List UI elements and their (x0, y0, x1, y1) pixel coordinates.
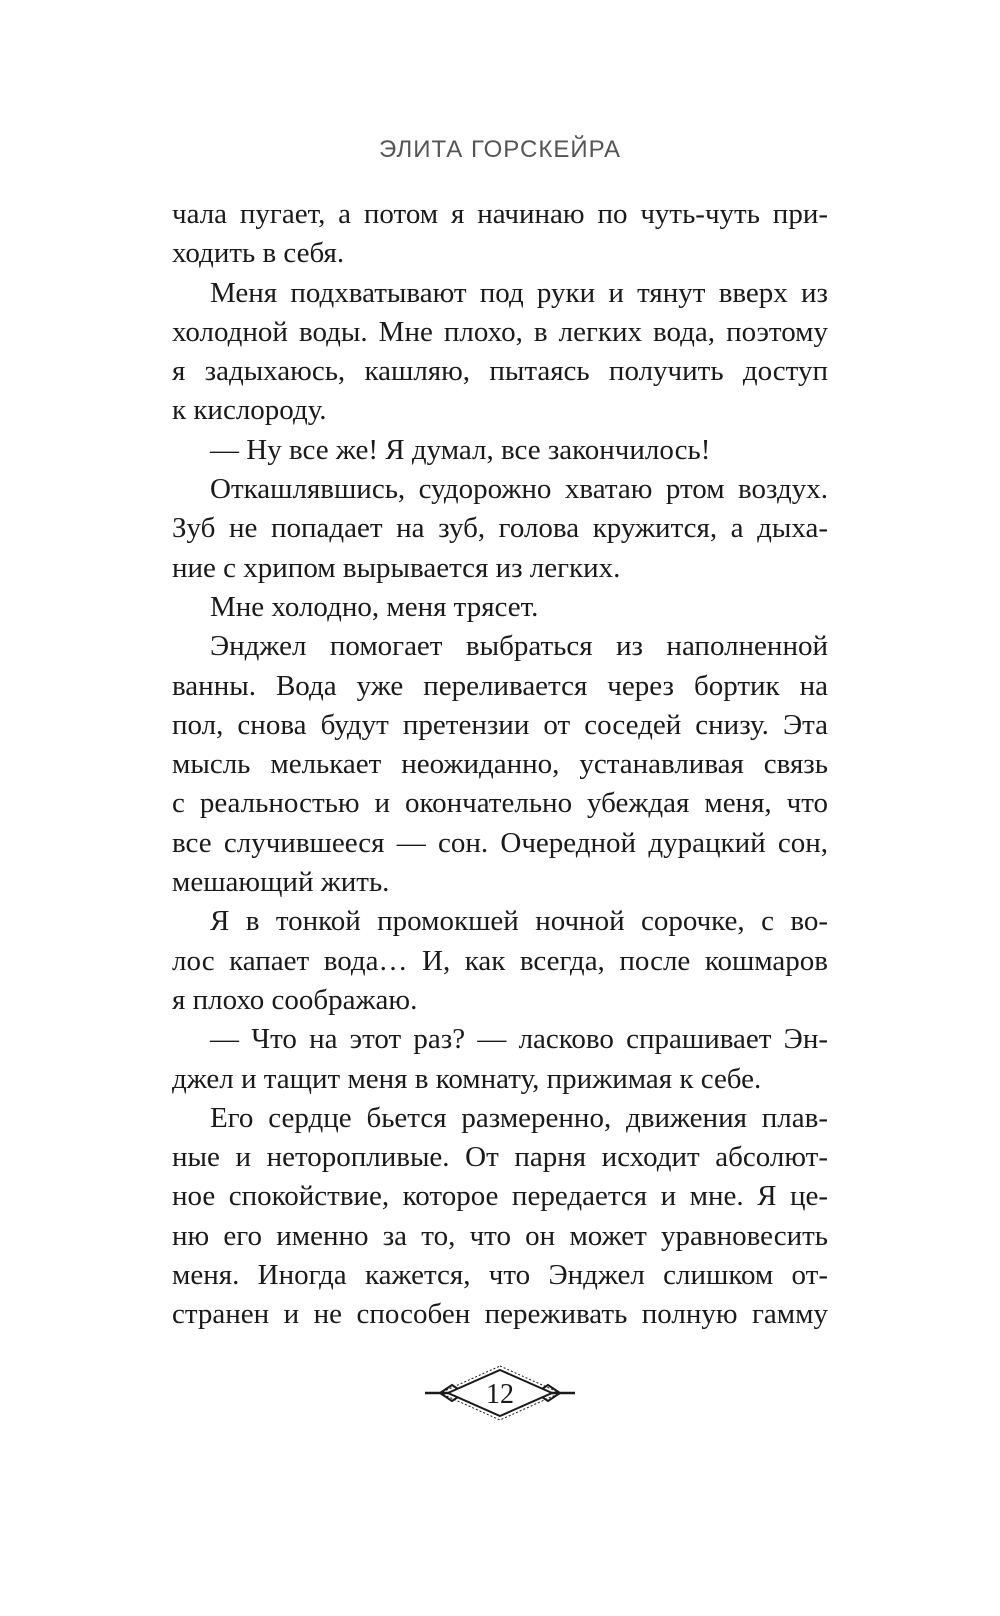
text-line: Энджел помогает выбраться из наполненной (210, 630, 828, 663)
text-line: джел и тащит меня в комнату, прижимая к себе. (172, 1062, 762, 1095)
page-footer (0, 1360, 1000, 1430)
text-line: чала пугает, а потом я начинаю по чуть-чуть при- (172, 198, 828, 230)
text-line: пол, снова будут претензии от соседей снизу. Эта (172, 708, 828, 741)
text-line: ные и неторопливые. От парня исходит абсолют- (172, 1141, 828, 1174)
text-line: мешающий жить. (172, 866, 390, 899)
text-line: Я в тонкой промокшей ночной сорочке, с во- (210, 905, 828, 938)
text-line: я плохо соображаю. (172, 983, 418, 1016)
text-line: Его сердце бьется размеренно, движения плав- (210, 1101, 828, 1134)
text-line: холодной воды. Мне плохо, в легких вода, поэтому (172, 315, 828, 348)
text-line: ние с хрипом вырывается из легких. (172, 551, 621, 584)
text-line: все случившееся — сон. Очередной дурацкий сон, (172, 826, 828, 859)
text-line: Меня подхватывают под руки и тянут вверх из (210, 276, 828, 309)
text-line: странен и не способен переживать полную гамму (172, 1298, 828, 1331)
body-text (172, 195, 828, 1335)
text-line: ванны. Вода уже переливается через бортик на (172, 669, 828, 702)
text-line: ное спокойствие, которое передается и мне. Я це- (172, 1180, 828, 1213)
text-line: с реальностью и окончательно убеждая меня, что (172, 787, 828, 820)
text-line: меня. Иногда кажется, что Энджел слишком от- (172, 1259, 828, 1292)
text-line: ню его именно за то, что он может уравновесить (172, 1219, 828, 1252)
text-line: Откашлявшись, судорожно хватаю ртом воздух. (210, 473, 828, 506)
text-line: лос капает вода… И, как всегда, после кошмаров (172, 944, 828, 977)
text-line: — Ну все же! Я думал, все закончилось! (210, 433, 711, 466)
running-header: ЭЛИТА ГОРСКЕЙРА (378, 136, 622, 163)
text-line: Зуб не попадает на зуб, голова кружится, а дыха- (172, 512, 828, 545)
text-line: я задыхаюсь, кашляю, пытаясь получить доступ (172, 355, 828, 388)
text-line: Мне холодно, меня трясет. (210, 590, 539, 623)
text-line: к кислороду. (172, 394, 327, 427)
page-number: 12 (486, 1379, 514, 1410)
text-line: мысль мелькает неожиданно, устанавливая связь (172, 748, 828, 781)
text-line: — Что на этот раз? — ласково спрашивает Эн- (210, 1023, 828, 1056)
text-line: ходить в себя. (172, 237, 345, 270)
